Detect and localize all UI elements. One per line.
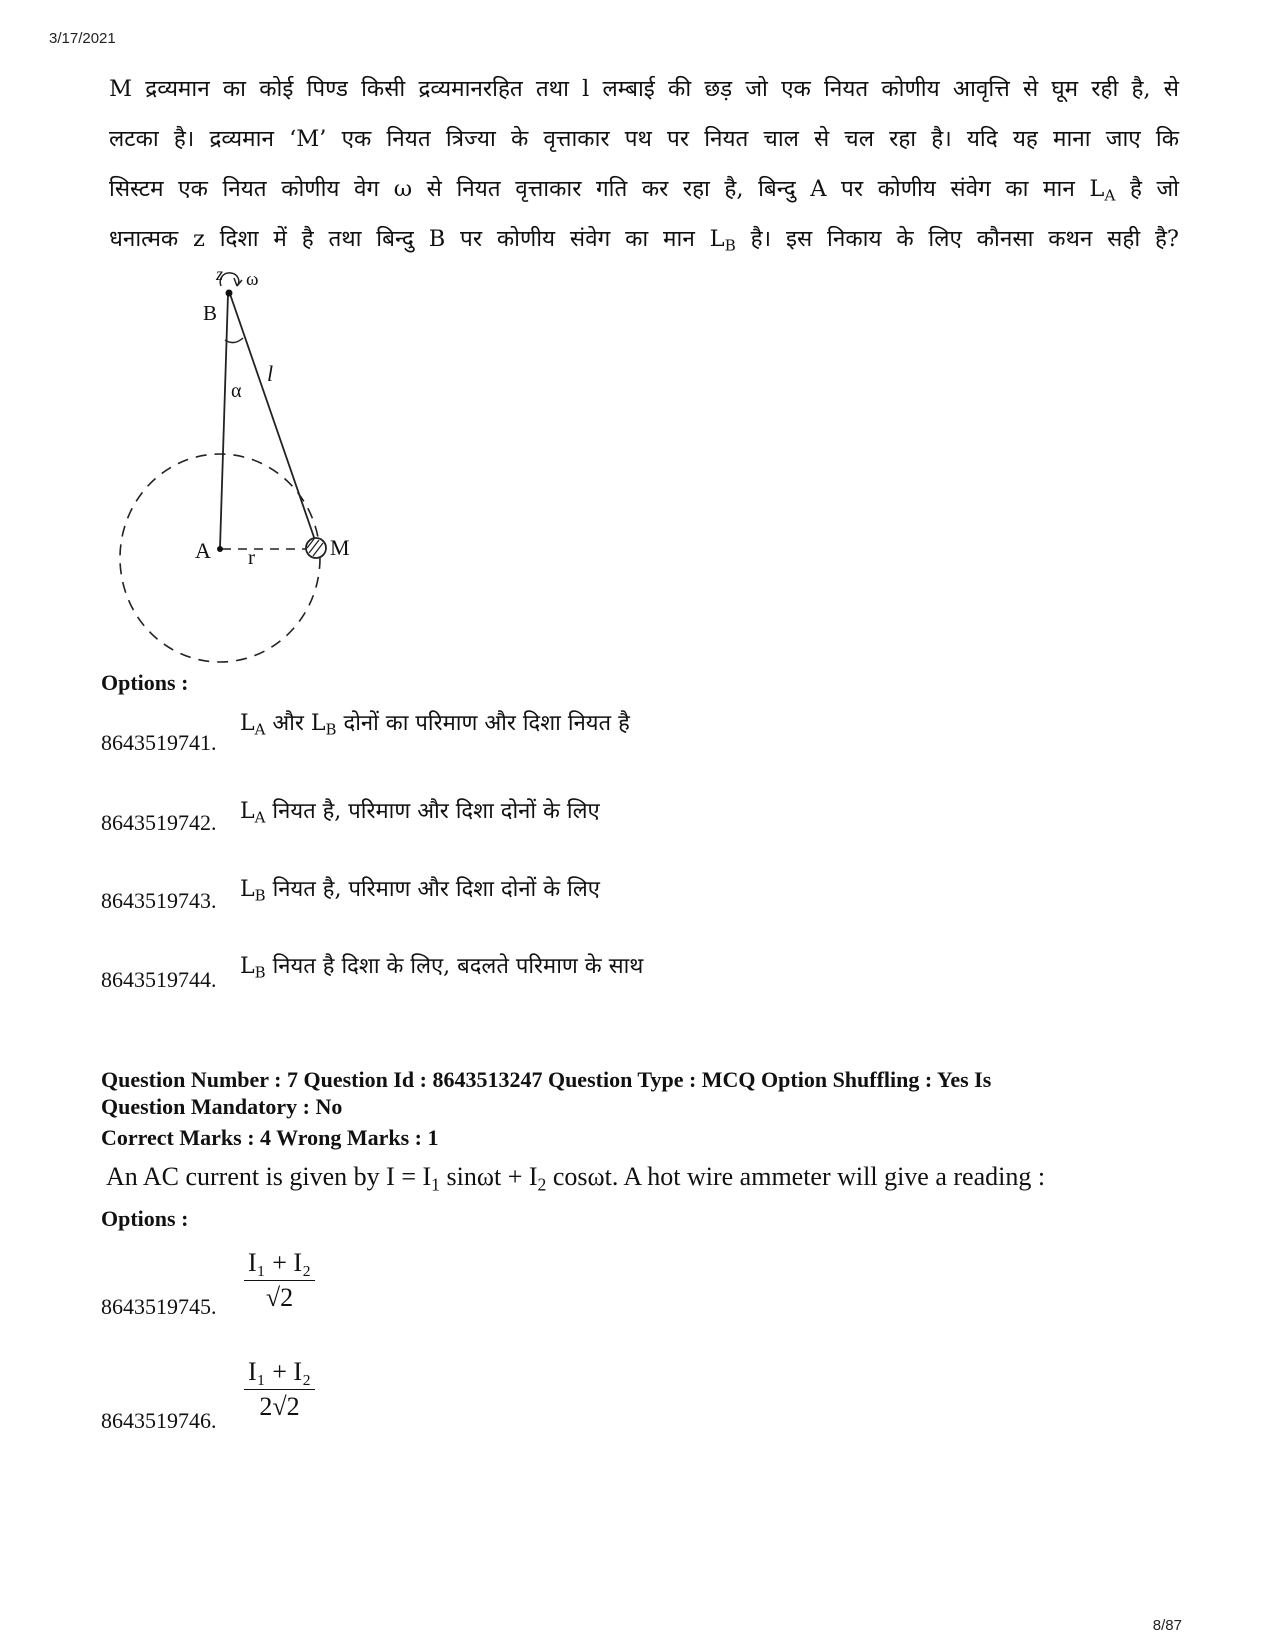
options-label-q7: Options : bbox=[101, 1206, 189, 1231]
angle-arc bbox=[225, 338, 243, 343]
option-text: $L_B$ नियत है, परिमाण और दिशा दोनों के लिए bbox=[240, 877, 600, 905]
question-7-meta bbox=[101, 1066, 991, 1151]
pivot-point-b bbox=[226, 290, 233, 297]
question-6-line-2: लटका है। द्रव्यमान ‘M’ एक नियत त्रिज्या के वृत्ताकार पथ पर नियत चाल से चल रहा है। यदि यह माना जाए कि bbox=[109, 126, 1179, 152]
option-id: 8643519746. bbox=[101, 1408, 217, 1433]
option-fraction bbox=[244, 1357, 315, 1422]
question-6-line-3: सिस्टम एक नियत कोणीय वेग ω से नियत वृत्ताकार गति कर रहा है, बिन्दु A पर कोणीय संवेग का मान $L_A$ है जो bbox=[109, 176, 1179, 205]
question-7-text: An AC current is given by $I = I_1$ $\sin\omega t + I_2$ cosωt. A hot wire ammeter will give a reading : bbox=[106, 1162, 1046, 1195]
center-point-a bbox=[217, 546, 223, 552]
option-id: 8643519745. bbox=[101, 1294, 217, 1319]
option-id: 8643519744. bbox=[101, 967, 217, 992]
option-text: $L_A$ और $L_B$ दोनों का परिमाण और दिशा नियत है bbox=[240, 711, 630, 739]
circular-path bbox=[120, 454, 320, 662]
question-7-meta-line-3: Correct Marks : 4 Wrong Marks : 1 bbox=[101, 1125, 439, 1150]
conical-pendulum-diagram bbox=[100, 268, 380, 668]
option-text: $L_A$ नियत है, परिमाण और दिशा दोनों के लिए bbox=[240, 799, 600, 827]
option-id: 8643519743. bbox=[101, 888, 217, 913]
label-alpha: α bbox=[231, 380, 242, 402]
option-text: $L_B$ नियत है दिशा के लिए, बदलते परिमाण के साथ bbox=[240, 954, 644, 982]
label-z: z bbox=[216, 268, 224, 284]
mass-bob bbox=[306, 538, 326, 558]
fraction-denominator: √2 bbox=[265, 1283, 294, 1312]
option-fraction bbox=[244, 1248, 315, 1313]
question-7-meta-line-1: Question Number : 7 Question Id : 8643513247 Question Type : MCQ Option Shuffling : Yes Is bbox=[101, 1067, 992, 1092]
label-m: M bbox=[330, 535, 350, 560]
label-r: r bbox=[248, 545, 255, 569]
label-l: l bbox=[267, 361, 274, 386]
option-id: 8643519742. bbox=[101, 810, 217, 835]
question-6-text bbox=[109, 64, 1179, 264]
question-7-meta-line-2: Question Mandatory : No bbox=[101, 1094, 343, 1119]
question-6-line-4: धनात्मक z दिशा में है तथा बिन्दु B पर कोणीय संवेग का मान $L_B$ है। इस निकाय के लिए कौनसा कथन सही है? bbox=[109, 226, 1179, 255]
label-omega: ω bbox=[246, 269, 259, 290]
label-a: A bbox=[195, 538, 211, 563]
rod-line bbox=[230, 294, 317, 546]
fraction-denominator: 2√2 bbox=[259, 1392, 300, 1421]
options-label-q6: Options : bbox=[101, 670, 189, 695]
fraction-numerator: I₁ + I₂ bbox=[244, 1357, 315, 1390]
option-id: 8643519741. bbox=[101, 730, 217, 755]
label-b: B bbox=[203, 301, 218, 325]
vertical-axis-line bbox=[220, 294, 228, 548]
question-6-line-1: M द्रव्यमान का कोई पिण्ड किसी द्रव्यमानरहित तथा l लम्बाई की छड़ जो एक नियत कोणीय आवृत्ति से घूम रही है, से bbox=[109, 76, 1179, 102]
print-date: 3/17/2021 bbox=[49, 30, 116, 47]
page-number: 8/87 bbox=[1152, 1617, 1182, 1634]
fraction-numerator: I₁ + I₂ bbox=[244, 1248, 315, 1281]
